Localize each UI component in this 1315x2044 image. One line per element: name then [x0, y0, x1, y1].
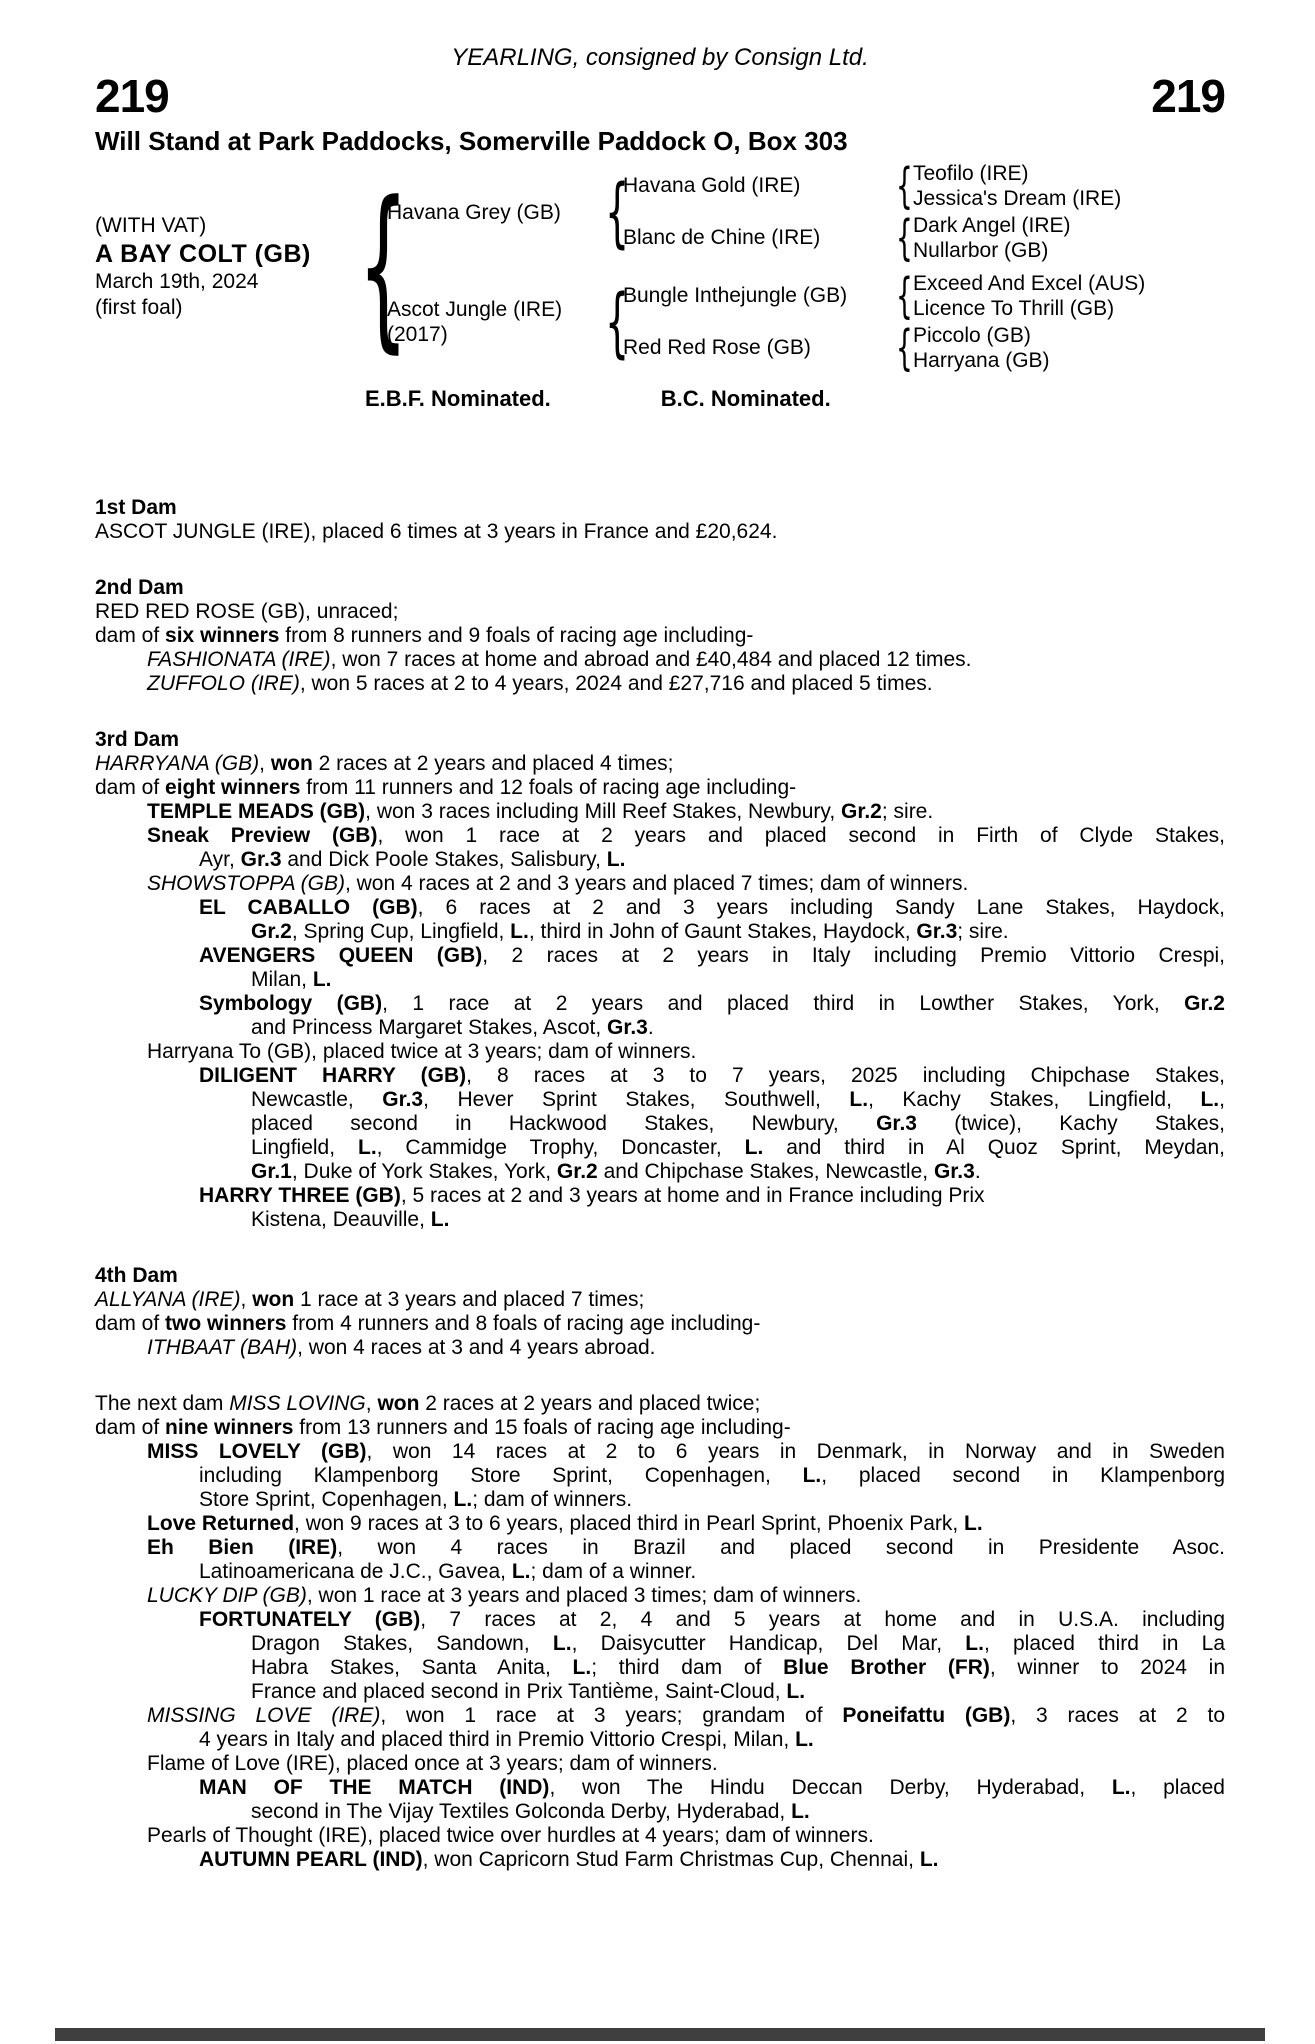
- catalog-line: [95, 1112, 1225, 1136]
- ancestor-name: Piccolo (GB): [913, 324, 1031, 347]
- gen2-unit: [623, 272, 1145, 320]
- text-segment: Milan,: [251, 968, 313, 991]
- text-segment: Latinoamericana de J.C., Gavea,: [199, 1560, 512, 1583]
- text-segment: Store Sprint, Copenhagen,: [199, 1488, 454, 1511]
- text-segment: L.: [358, 1136, 377, 1159]
- text-segment: Gr.3: [916, 920, 958, 943]
- ancestor-name: Harryana (GB): [913, 349, 1050, 372]
- text-segment: Love Returned: [147, 1512, 295, 1535]
- catalog-line: [95, 1040, 1225, 1064]
- catalog-line: [95, 1440, 1225, 1464]
- catalog-line: [95, 1656, 1225, 1680]
- text-segment: L.: [964, 1512, 983, 1535]
- nomination-line: [95, 386, 1225, 412]
- text-segment: L.: [744, 1136, 764, 1159]
- text-segment: SHOWSTOPPA (GB): [147, 872, 345, 895]
- brace-icon: [896, 214, 908, 262]
- text-segment: France and placed second in Prix Tantième, Saint-Cloud,: [251, 1680, 787, 1703]
- text-segment: Newcastle,: [251, 1088, 383, 1111]
- text-segment: ITHBAAT (BAH): [147, 1336, 298, 1359]
- lot-number-right: 219: [1151, 70, 1225, 122]
- catalog-line: [95, 1016, 1225, 1040]
- pedigree-outer-brace-icon: [358, 179, 376, 355]
- text-segment: 1 race at 3 years and placed 7 times;: [294, 1288, 645, 1311]
- catalog-body: [95, 496, 1225, 1872]
- catalog-line: [95, 1512, 1225, 1536]
- text-segment: Blue Brother (FR): [783, 1656, 990, 1679]
- text-segment: , 5 races at 2 and 3 years at home and in France including Prix: [400, 1184, 985, 1207]
- text-segment: and third in Al Quoz Sprint, Meydan,: [763, 1136, 1225, 1159]
- catalog-line: [95, 1536, 1225, 1560]
- text-segment: , Kachy Stakes, Lingfield,: [868, 1088, 1201, 1111]
- text-segment: ; sire.: [881, 800, 934, 823]
- gen3-pair: [913, 325, 1050, 371]
- catalog-line: [95, 848, 1225, 872]
- text-segment: Gr.2: [1184, 992, 1225, 1015]
- text-segment: , third in John of Gaunt Stakes, Haydock,: [528, 920, 917, 943]
- text-segment: two winners: [165, 1312, 287, 1335]
- text-segment: L.: [510, 920, 529, 943]
- text-segment: Harryana To (GB), placed twice at 3 years; dam of winners.: [147, 1040, 697, 1063]
- catalog-line: [95, 1704, 1225, 1728]
- ancestor-year: (2017): [387, 323, 448, 346]
- text-segment: , won 3 races including Mill Reef Stakes, Newbury,: [365, 800, 841, 823]
- catalog-line: [95, 1160, 1225, 1184]
- gen2-column: [623, 162, 1121, 262]
- dam-branch: [387, 272, 1145, 372]
- ancestor-name: Havana Gold (IRE): [623, 174, 801, 197]
- text-segment: from 4 runners and 8 foals of racing age including-: [286, 1312, 761, 1335]
- text-segment: , Hever Sprint Stakes, Southwell,: [423, 1088, 850, 1111]
- text-segment: , 7 races at 2, 4 and 5 years at home and in U.S.A. including: [420, 1608, 1226, 1631]
- text-segment: L.: [795, 1728, 814, 1751]
- text-segment: placed second in Hackwood Stakes, Newbury,: [251, 1112, 877, 1135]
- text-segment: second in The Vijay Textiles Golconda Derby, Hyderabad,: [251, 1800, 792, 1823]
- text-segment: , placed: [1130, 1776, 1225, 1799]
- text-segment: MAN OF THE MATCH (IND): [199, 1776, 550, 1799]
- text-segment: L.: [802, 1464, 822, 1487]
- text-segment: won: [270, 752, 313, 775]
- text-segment: , won 14 races at 2 to 6 years in Denmark, in Norway and in Sweden: [366, 1440, 1225, 1463]
- brace-icon: [605, 174, 617, 250]
- text-segment: 4 years in Italy and placed third in Premio Vittorio Crespi, Milan,: [199, 1728, 796, 1751]
- text-segment: Ayr,: [199, 848, 241, 871]
- text-segment: AUTUMN PEARL (IND): [199, 1848, 423, 1871]
- colt-dob: March 19th, 2024: [95, 270, 259, 293]
- text-segment: dam of: [95, 624, 166, 647]
- text-segment: L.: [919, 1848, 939, 1871]
- text-segment: ,: [365, 1392, 378, 1415]
- lot-number-row: [95, 70, 1225, 122]
- text-segment: , placed third in La: [983, 1632, 1225, 1655]
- text-segment: MISSING LOVE (IRE): [147, 1704, 381, 1727]
- dam-heading: 1st Dam: [95, 496, 177, 519]
- catalog-line: [95, 920, 1225, 944]
- catalog-line: [95, 776, 1225, 800]
- gen2-unit: [623, 324, 1145, 372]
- text-segment: , won 4 races at 3 and 4 years abroad.: [297, 1336, 656, 1359]
- text-segment: Dragon Stakes, Sandown,: [251, 1632, 553, 1655]
- gen2-column: [623, 272, 1145, 372]
- brace-icon: [896, 162, 908, 210]
- text-segment: .: [974, 1160, 981, 1183]
- text-segment: L.: [849, 1088, 869, 1111]
- text-segment: (twice), Kachy Stakes,: [916, 1112, 1225, 1135]
- catalog-line: [95, 1584, 1225, 1608]
- catalog-line: [95, 1848, 1225, 1872]
- ancestor-name: Red Red Rose (GB): [623, 336, 811, 359]
- text-segment: , Spring Cup, Lingfield,: [291, 920, 511, 943]
- catalog-line: [95, 1560, 1225, 1584]
- pedigree-section: [95, 1264, 1225, 1360]
- text-segment: , won 1 race at 3 years; grandam of: [380, 1704, 843, 1727]
- catalog-line: [95, 1776, 1225, 1800]
- catalog-line: [95, 1288, 1225, 1312]
- pedigree-section: [95, 728, 1225, 1232]
- text-segment: , Cammidge Trophy, Doncaster,: [376, 1136, 745, 1159]
- text-segment: L.: [453, 1488, 473, 1511]
- text-segment: , won 1 race at 3 years and placed 3 times; dam of winners.: [306, 1584, 862, 1607]
- gen3-pair: [913, 215, 1071, 261]
- catalog-line: [95, 896, 1225, 920]
- text-segment: Gr.3: [382, 1088, 424, 1111]
- text-segment: won: [252, 1288, 295, 1311]
- text-segment: , won The Hindu Deccan Derby, Hyderabad,: [549, 1776, 1112, 1799]
- pedigree-tree: [387, 162, 1145, 372]
- text-segment: FORTUNATELY (GB): [199, 1608, 421, 1631]
- text-segment: ; sire.: [957, 920, 1009, 943]
- colt-name: A BAY COLT (GB): [95, 240, 311, 268]
- text-segment: MISS LOVING: [229, 1392, 366, 1415]
- pedigree-section: [95, 496, 1225, 544]
- text-segment: The next dam: [95, 1392, 230, 1415]
- text-segment: ,: [1219, 1088, 1225, 1111]
- consignor-line: YEARLING, consigned by Consign Ltd.: [451, 44, 869, 71]
- text-segment: Gr.3: [240, 848, 282, 871]
- brace-icon: [896, 324, 908, 372]
- catalog-line: [95, 1800, 1225, 1824]
- catalog-line: [95, 1136, 1225, 1160]
- text-segment: LUCKY DIP (GB): [147, 1584, 307, 1607]
- text-segment: 2 races at 2 years and placed 4 times;: [312, 752, 674, 775]
- catalog-line: [95, 1064, 1225, 1088]
- catalog-line: [95, 672, 1225, 696]
- catalog-line: [95, 624, 1225, 648]
- text-segment: , placed second in Klampenborg: [821, 1464, 1226, 1487]
- ancestor-gen1-cell: [387, 297, 599, 347]
- dam-heading: 2nd Dam: [95, 576, 184, 599]
- catalog-line: [95, 968, 1225, 992]
- sire-branch: [387, 162, 1145, 262]
- text-segment: ; dam of a winner.: [530, 1560, 697, 1583]
- ancestor-name: Havana Grey (GB): [387, 200, 561, 224]
- text-segment: MISS LOVELY (GB): [147, 1440, 367, 1463]
- catalog-line: [95, 1608, 1225, 1632]
- text-segment: Gr.3: [607, 1016, 648, 1039]
- catalog-line: [95, 1752, 1225, 1776]
- text-segment: dam of: [95, 1416, 166, 1439]
- text-segment: , won 7 races at home and abroad and £40,484 and placed 12 times.: [330, 648, 972, 671]
- text-segment: and Chipchase Stakes, Newcastle,: [597, 1160, 934, 1183]
- catalog-line: [95, 824, 1225, 848]
- text-segment: dam of: [95, 1312, 166, 1335]
- text-segment: and Dick Poole Stakes, Salisbury,: [281, 848, 607, 871]
- text-segment: , 6 races at 2 and 3 years including Sandy Lane Stakes, Haydock,: [417, 896, 1225, 919]
- text-segment: L.: [430, 1208, 450, 1231]
- text-segment: RED RED ROSE (GB), unraced;: [95, 600, 399, 623]
- text-segment: Poneifattu (GB): [842, 1704, 1011, 1727]
- ancestor-gen1-cell: [387, 200, 599, 225]
- catalog-line: [95, 1208, 1225, 1232]
- catalog-line: [95, 1416, 1225, 1440]
- ebf-nominated-label: E.B.F. Nominated.: [365, 386, 551, 411]
- catalog-line: [95, 1184, 1225, 1208]
- text-segment: including Klampenborg Store Sprint, Copenhagen,: [199, 1464, 803, 1487]
- text-segment: won: [377, 1392, 420, 1415]
- text-segment: Gr.3: [876, 1112, 917, 1135]
- lot-number-left: 219: [95, 70, 169, 122]
- text-segment: TEMPLE MEADS (GB): [147, 800, 366, 823]
- text-segment: L.: [1200, 1088, 1220, 1111]
- text-segment: L.: [1111, 1776, 1131, 1799]
- catalog-line: [95, 992, 1225, 1016]
- text-segment: Gr.3: [933, 1160, 975, 1183]
- text-segment: L.: [552, 1632, 572, 1655]
- catalog-line: [95, 1728, 1225, 1752]
- text-segment: Sneak Preview (GB): [147, 824, 378, 847]
- text-segment: Symbology (GB): [199, 992, 383, 1015]
- gen3-pair: [913, 163, 1121, 209]
- catalog-line: [95, 1088, 1225, 1112]
- text-segment: ; dam of winners.: [472, 1488, 633, 1511]
- text-segment: L.: [511, 1560, 531, 1583]
- text-segment: L.: [606, 848, 626, 871]
- ancestor-name: Nullarbor (GB): [913, 239, 1049, 262]
- text-segment: , won 4 races at 2 and 3 years and placed 7 times; dam of winners.: [344, 872, 969, 895]
- stand-location-line: Will Stand at Park Paddocks, Somerville Paddock O, Box 303: [95, 126, 848, 156]
- text-segment: , 2 races at 2 years in Italy including Premio Vittorio Crespi,: [482, 944, 1225, 967]
- text-segment: ZUFFOLO (IRE): [147, 672, 300, 695]
- ancestor-name: Bungle Inthejungle (GB): [623, 284, 848, 307]
- text-segment: Gr.2: [556, 1160, 598, 1183]
- catalog-line: [95, 1824, 1225, 1848]
- text-segment: , Daisycutter Handicap, Del Mar,: [571, 1632, 966, 1655]
- text-segment: .: [647, 1016, 654, 1039]
- pedigree-table: [95, 162, 1225, 372]
- catalog-line: [95, 1464, 1225, 1488]
- catalog-line: [95, 1312, 1225, 1336]
- brace-icon: [896, 272, 908, 320]
- text-segment: DILIGENT HARRY (GB): [199, 1064, 467, 1087]
- gen2-unit: [623, 162, 1121, 210]
- pedigree-section: [95, 576, 1225, 696]
- ancestor-name: Jessica's Dream (IRE): [913, 187, 1122, 210]
- text-segment: L.: [791, 1800, 810, 1823]
- text-segment: Gr.1: [251, 1160, 292, 1183]
- catalog-line: [95, 1392, 1225, 1416]
- text-segment: Kistena, Deauville,: [251, 1208, 431, 1231]
- text-segment: FASHIONATA (IRE): [147, 648, 331, 671]
- text-segment: ; third dam of: [591, 1656, 784, 1679]
- text-segment: L.: [572, 1656, 592, 1679]
- text-segment: from 11 runners and 12 foals of racing age including-: [300, 776, 797, 799]
- pedigree-section: [95, 1392, 1225, 1872]
- text-segment: EL CABALLO (GB): [199, 896, 418, 919]
- catalog-line: [95, 1632, 1225, 1656]
- text-segment: from 13 runners and 15 foals of racing age including-: [293, 1416, 791, 1439]
- bc-nominated-label: B.C. Nominated.: [660, 386, 831, 411]
- text-segment: Gr.2: [251, 920, 292, 943]
- text-segment: nine winners: [165, 1416, 294, 1439]
- colt-info-block: [95, 213, 347, 321]
- catalog-line: [95, 600, 1225, 624]
- text-segment: , won 4 races in Brazil and placed second in Presidente Asoc.: [337, 1536, 1225, 1559]
- text-segment: from 8 runners and 9 foals of racing age including-: [279, 624, 754, 647]
- catalog-line: [95, 1488, 1225, 1512]
- text-segment: ,: [240, 1288, 253, 1311]
- text-segment: , 1 race at 2 years and placed third in Lowther Stakes, York,: [382, 992, 1185, 1015]
- text-segment: , 8 races at 3 to 7 years, 2025 including Chipchase Stakes,: [466, 1064, 1225, 1087]
- ancestor-name: Teofilo (IRE): [913, 162, 1029, 185]
- text-segment: eight winners: [165, 776, 301, 799]
- text-segment: HARRYANA (GB): [95, 752, 260, 775]
- text-segment: L.: [786, 1680, 806, 1703]
- colt-foal-note: (first foal): [95, 296, 183, 319]
- text-segment: dam of: [95, 776, 166, 799]
- text-segment: Pearls of Thought (IRE), placed twice over hurdles at 4 years; dam of winners.: [147, 1824, 874, 1847]
- text-segment: L.: [312, 968, 332, 991]
- catalog-line: [95, 800, 1225, 824]
- text-segment: ,: [259, 752, 271, 775]
- ancestor-name: Blanc de Chine (IRE): [623, 226, 821, 249]
- text-segment: Lingfield,: [251, 1136, 358, 1159]
- text-segment: 2 races at 2 years and placed twice;: [419, 1392, 761, 1415]
- ancestor-name: Licence To Thrill (GB): [913, 297, 1115, 320]
- text-segment: ASCOT JUNGLE (IRE), placed 6 times at 3 years in France and £20,624.: [95, 520, 778, 543]
- text-segment: , won 1 race at 2 years and placed second in Firth of Clyde Stakes,: [377, 824, 1225, 847]
- brace-icon: [605, 284, 617, 360]
- text-segment: , won 9 races at 3 to 6 years, placed third in Pearl Sprint, Phoenix Park,: [294, 1512, 965, 1535]
- catalog-line: [95, 872, 1225, 896]
- catalog-line: [95, 648, 1225, 672]
- text-segment: , won Capricorn Stud Farm Christmas Cup, Chennai,: [422, 1848, 920, 1871]
- gen3-pair: [913, 273, 1145, 319]
- dam-heading: 3rd Dam: [95, 728, 180, 751]
- text-segment: , Duke of York Stakes, York,: [291, 1160, 557, 1183]
- catalog-line: [95, 1336, 1225, 1360]
- catalog-line: [95, 520, 1225, 544]
- vat-note: (WITH VAT): [95, 214, 207, 237]
- text-segment: , won 5 races at 2 to 4 years, 2024 and £27,716 and placed 5 times.: [299, 672, 933, 695]
- text-segment: ALLYANA (IRE): [95, 1288, 241, 1311]
- text-segment: Habra Stakes, Santa Anita,: [251, 1656, 573, 1679]
- text-segment: Eh Bien (IRE): [147, 1536, 338, 1559]
- ancestor-name: Dark Angel (IRE): [913, 214, 1071, 237]
- text-segment: L.: [965, 1632, 984, 1655]
- dam-heading: 4th Dam: [95, 1264, 178, 1287]
- ancestor-name: Ascot Jungle (IRE): [387, 298, 563, 321]
- catalog-line: [95, 1680, 1225, 1704]
- catalog-page: [0, 44, 1315, 1872]
- text-segment: Gr.2: [840, 800, 882, 823]
- text-segment: , winner to 2024 in: [989, 1656, 1226, 1679]
- text-segment: , 3 races at 2 to: [1010, 1704, 1226, 1727]
- text-segment: HARRY THREE (GB): [199, 1184, 401, 1207]
- ancestor-name: Exceed And Excel (AUS): [913, 272, 1146, 295]
- text-segment: six winners: [165, 624, 280, 647]
- bottom-bar: [55, 2028, 1265, 2041]
- text-segment: Flame of Love (IRE), placed once at 3 years; dam of winners.: [147, 1752, 718, 1775]
- gen2-unit: [623, 214, 1121, 262]
- catalog-line: [95, 944, 1225, 968]
- catalog-line: [95, 752, 1225, 776]
- text-segment: AVENGERS QUEEN (GB): [199, 944, 483, 967]
- text-segment: and Princess Margaret Stakes, Ascot,: [251, 1016, 607, 1039]
